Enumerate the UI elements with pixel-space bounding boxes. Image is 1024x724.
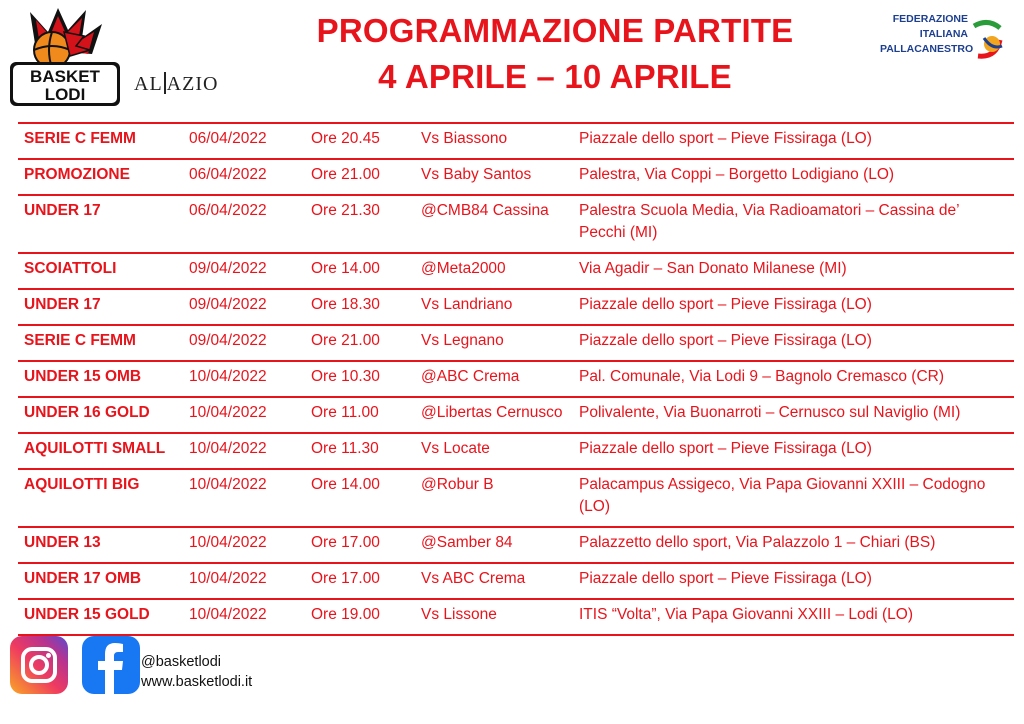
date-cell: 10/04/2022: [189, 570, 267, 587]
table-row: [18, 325, 1014, 361]
venue-cell: Polivalente, Via Buonarroti – Cernusco sul Naviglio (MI): [579, 404, 961, 421]
table-row: [18, 123, 1014, 159]
fip-line-2: ITALIANA: [919, 28, 968, 40]
schedule-table: [18, 122, 1014, 636]
time-cell: Ore 18.30: [311, 296, 380, 313]
date-cell: 09/04/2022: [189, 296, 267, 313]
venue-cell: Piazzale dello sport – Pieve Fissiraga (LO): [579, 332, 872, 349]
table-row: [18, 289, 1014, 325]
opponent-cell: Vs Landriano: [421, 296, 513, 313]
opponent-cell: @Samber 84: [421, 534, 513, 551]
team-cell: UNDER 17: [24, 202, 101, 219]
date-cell: 09/04/2022: [189, 260, 267, 277]
opponent-cell: @CMB84 Cassina: [421, 202, 549, 219]
basket-lodi-logo: [6, 2, 124, 114]
opponent-cell: @ABC Crema: [421, 368, 520, 385]
table-row: [18, 253, 1014, 289]
opponent-cell: Vs Baby Santos: [421, 166, 532, 183]
time-cell: Ore 17.00: [311, 570, 380, 587]
team-cell: UNDER 13: [24, 534, 101, 551]
date-cell: 10/04/2022: [189, 534, 267, 551]
team-cell: UNDER 16 GOLD: [24, 404, 150, 421]
time-cell: Ore 10.30: [311, 368, 380, 385]
venue-cell: Palazzetto dello sport, Via Palazzolo 1 – Chiari (BS): [579, 534, 936, 551]
date-cell: 10/04/2022: [189, 368, 267, 385]
opponent-cell: @Robur B: [421, 476, 494, 493]
team-cell: UNDER 15 OMB: [24, 368, 142, 385]
fip-logo-text: [880, 12, 974, 57]
fip-ball-icon: [970, 16, 1004, 62]
venue-cell: Piazzale dello sport – Pieve Fissiraga (LO): [579, 296, 872, 313]
venue-cell: Palestra, Via Coppi – Borgetto Lodigiano (LO): [579, 166, 895, 183]
fork-icon: [164, 72, 166, 94]
team-cell: AQUILOTTI BIG: [24, 476, 140, 493]
opponent-cell: Vs Legnano: [421, 332, 504, 349]
team-cell: UNDER 17: [24, 296, 101, 313]
team-cell: SERIE C FEMM: [24, 332, 136, 349]
opponent-cell: Vs ABC Crema: [421, 570, 526, 587]
venue-cell: Piazzale dello sport – Pieve Fissiraga (LO): [579, 570, 872, 587]
basket-logo-word: BASKET: [30, 67, 100, 86]
time-cell: Ore 20.45: [311, 130, 380, 147]
social-links: [141, 652, 252, 692]
table-row: [18, 433, 1014, 469]
fip-line-1: FEDERAZIONE: [892, 13, 968, 25]
venue-cell: Pal. Comunale, Via Lodi 9 – Bagnolo Cremasco (CR): [579, 368, 945, 385]
opponent-cell: Vs Lissone: [421, 606, 497, 623]
venue-cell: Palestra Scuola Media, Via Radioamatori – Cassina de’ Pecchi (MI): [579, 202, 959, 241]
time-cell: Ore 11.00: [311, 404, 379, 421]
time-cell: Ore 21.00: [311, 166, 380, 183]
alsazio-logo-suffix: AZIO: [166, 73, 219, 95]
time-cell: Ore 21.30: [311, 202, 380, 219]
team-cell: UNDER 15 GOLD: [24, 606, 150, 623]
time-cell: Ore 11.30: [311, 440, 379, 457]
time-cell: Ore 19.00: [311, 606, 380, 623]
opponent-cell: Vs Biassono: [421, 130, 508, 147]
date-cell: 10/04/2022: [189, 476, 267, 493]
date-cell: 06/04/2022: [189, 166, 267, 183]
alsazio-logo-prefix: AL: [134, 73, 163, 95]
venue-cell: Palacampus Assigeco, Via Papa Giovanni XXIII – Codogno (LO): [579, 476, 986, 515]
time-cell: Ore 14.00: [311, 476, 380, 493]
date-range: 4 APRILE – 10 APRILE: [378, 58, 732, 95]
team-cell: SERIE C FEMM: [24, 130, 136, 147]
date-cell: 10/04/2022: [189, 404, 267, 421]
venue-cell: ITIS “Volta”, Via Papa Giovanni XXIII – Lodi (LO): [579, 606, 913, 623]
table-row: [18, 159, 1014, 195]
table-row: [18, 599, 1014, 635]
team-cell: SCOIATTOLI: [24, 260, 117, 277]
venue-cell: Piazzale dello sport – Pieve Fissiraga (LO): [579, 440, 872, 457]
opponent-cell: Vs Locate: [421, 440, 490, 457]
date-cell: 09/04/2022: [189, 332, 267, 349]
date-cell: 10/04/2022: [189, 606, 267, 623]
venue-cell: Via Agadir – San Donato Milanese (MI): [579, 260, 847, 277]
date-cell: 06/04/2022: [189, 130, 267, 147]
instagram-icon[interactable]: [10, 636, 68, 694]
time-cell: Ore 21.00: [311, 332, 380, 349]
team-cell: UNDER 17 OMB: [24, 570, 142, 587]
table-row: [18, 397, 1014, 433]
time-cell: Ore 17.00: [311, 534, 380, 551]
fip-line-3: PALLACANESTRO: [880, 43, 974, 55]
instagram-handle[interactable]: @basketlodi: [141, 654, 222, 670]
team-cell: PROMOZIONE: [24, 166, 130, 183]
facebook-icon[interactable]: [82, 636, 140, 694]
alsazio-logo: [134, 72, 218, 96]
table-row: [18, 563, 1014, 599]
team-cell: AQUILOTTI SMALL: [24, 440, 166, 457]
fip-logo: [880, 12, 1010, 72]
date-cell: 06/04/2022: [189, 202, 267, 219]
time-cell: Ore 14.00: [311, 260, 380, 277]
date-cell: 10/04/2022: [189, 440, 267, 457]
venue-cell: Piazzale dello sport – Pieve Fissiraga (LO): [579, 130, 872, 147]
table-row: [18, 527, 1014, 563]
page-header: [250, 8, 860, 100]
table-row: [18, 195, 1014, 253]
lodi-logo-word: LODI: [44, 85, 86, 104]
opponent-cell: @Meta2000: [421, 260, 506, 277]
opponent-cell: @Libertas Cernusco: [421, 404, 563, 421]
website-link[interactable]: www.basketlodi.it: [141, 674, 253, 690]
page-title: PROGRAMMAZIONE PARTITE: [316, 12, 794, 49]
table-row: [18, 469, 1014, 527]
table-row: [18, 361, 1014, 397]
